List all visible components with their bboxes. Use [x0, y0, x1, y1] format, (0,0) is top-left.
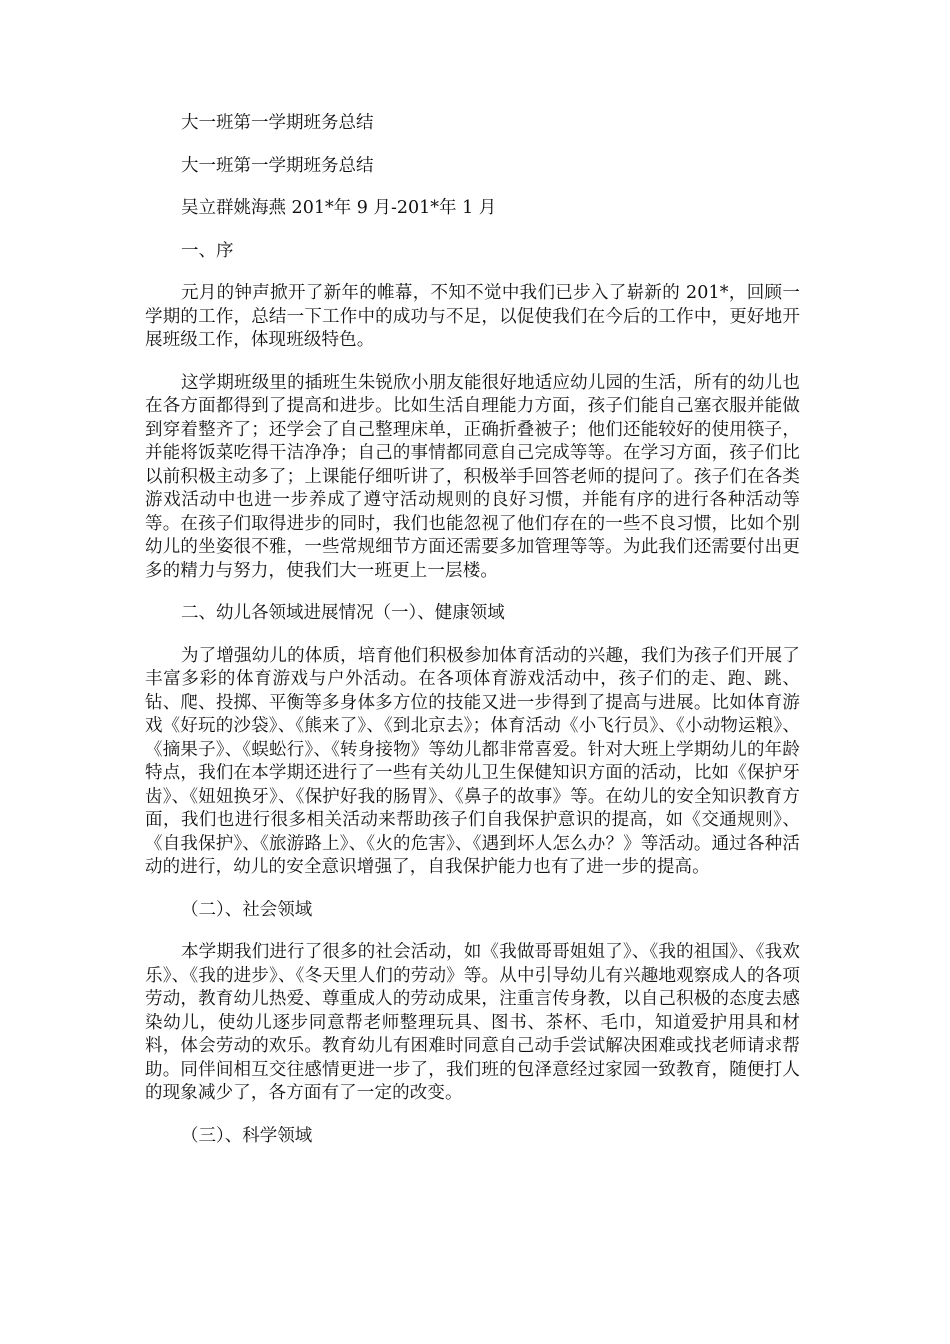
section-heading-social: （二）、社会领域	[181, 899, 313, 920]
section-heading-preface: 一、序	[181, 240, 234, 261]
paragraph-class-progress: 这学期班级里的插班生朱锐欣小朋友能很好地适应幼儿园的生活，所有的幼儿也在各方面都得到了提高和进步。比如生活自理能力方面，孩子们能自己塞衣服并能做到穿着整齐了；还学会了自己整理床单，正确折叠被子；他们还能较好的使用筷子，并能将饭菜吃得干洁净净；自己的事情都同意自己完成等等。在学习方面，孩子们比以前积极主动多了；上课能仔细听讲了，积极举手回答老师的提问了。孩子们在各类游戏活动中也进一步养成了遵守活动规则的良好习惯，并能有序的进行各种活动等等。在孩子们取得进步的同时，我们也能忽视了他们存在的一些不良习惯，比如个别幼儿的坐姿很不雅，一些常规细节方面还需要多加管理等等。为此我们还需要付出更多的精力与努力，使我们大一班更上一层楼。	[145, 372, 800, 581]
document-subtitle: 大一班第一学期班务总结	[181, 155, 374, 176]
document-title: 大一班第一学期班务总结	[181, 113, 374, 133]
paragraph-social: 本学期我们进行了很多的社会活动，如《我做哥哥姐姐了》、《我的祖国》、《我欢乐》、《我的进步》、《冬天里人们的劳动》等。从中引导幼儿有兴趣地观察成人的各项劳动，教育幼儿热爱、尊重成人的劳动成果，注重言传身教，以自己积极的态度去感染幼儿，使幼儿逐步同意帮老师整理玩具、图书、茶杯、毛巾，知道爱护用具和材料，体会劳动的欢乐。教育幼儿有困难时同意自己动手尝试解决困难或找老师请求帮助。同伴间相互交往感情更进一步了，我们班的包泽意经过家园一致教育，随便打人的现象减少了，各方面有了一定的改变。	[145, 942, 800, 1103]
document-body	[145, 112, 800, 1167]
paragraph-intro: 元月的钟声掀开了新年的帷幕，不知不觉中我们已步入了崭新的 201*，回顾一学期的工作，总结一下工作中的成功与不足，以促使我们在今后的工作中，更好地开展班级工作，体现班级特色。	[145, 283, 800, 350]
section-heading-science: （三）、科学领域	[181, 1125, 313, 1146]
author-date-line: 吴立群姚海燕 201*年 9 月-201*年 1 月	[181, 198, 497, 218]
section-heading-health: 二、幼儿各领域进展情况（一）、健康领域	[181, 603, 505, 623]
paragraph-health: 为了增强幼儿的体质，培育他们积极参加体育活动的兴趣，我们为孩子们开展了丰富多彩的体育游戏与户外活动。在各项体育游戏活动中，孩子们的走、跑、跳、钻、爬、投掷、平衡等多身体多方位的技能又进一步得到了提高与进展。比如体育游戏《好玩的沙袋》、《熊来了》、《到北京去》；体育活动《小飞行员》、《小动物运粮》、《摘果子》、《蜈蚣行》、《转身接物》等幼儿都非常喜爱。针对大班上学期幼儿的年龄特点，我们在本学期还进行了一些有关幼儿卫生保健知识方面的活动，比如《保护牙齿》、《妞妞换牙》、《保护好我的肠胃》、《鼻子的故事》等。在幼儿的安全知识教育方面，我们也进行很多相关活动来帮助孩子们自我保护意识的提高，如《交通规则》、《自我保护》、《旅游路上》、《火的危害》、《遇到坏人怎么办？》等活动。通过各种活动的进行，幼儿的安全意识增强了，自我保护能力也有了进一步的提高。	[145, 645, 800, 877]
